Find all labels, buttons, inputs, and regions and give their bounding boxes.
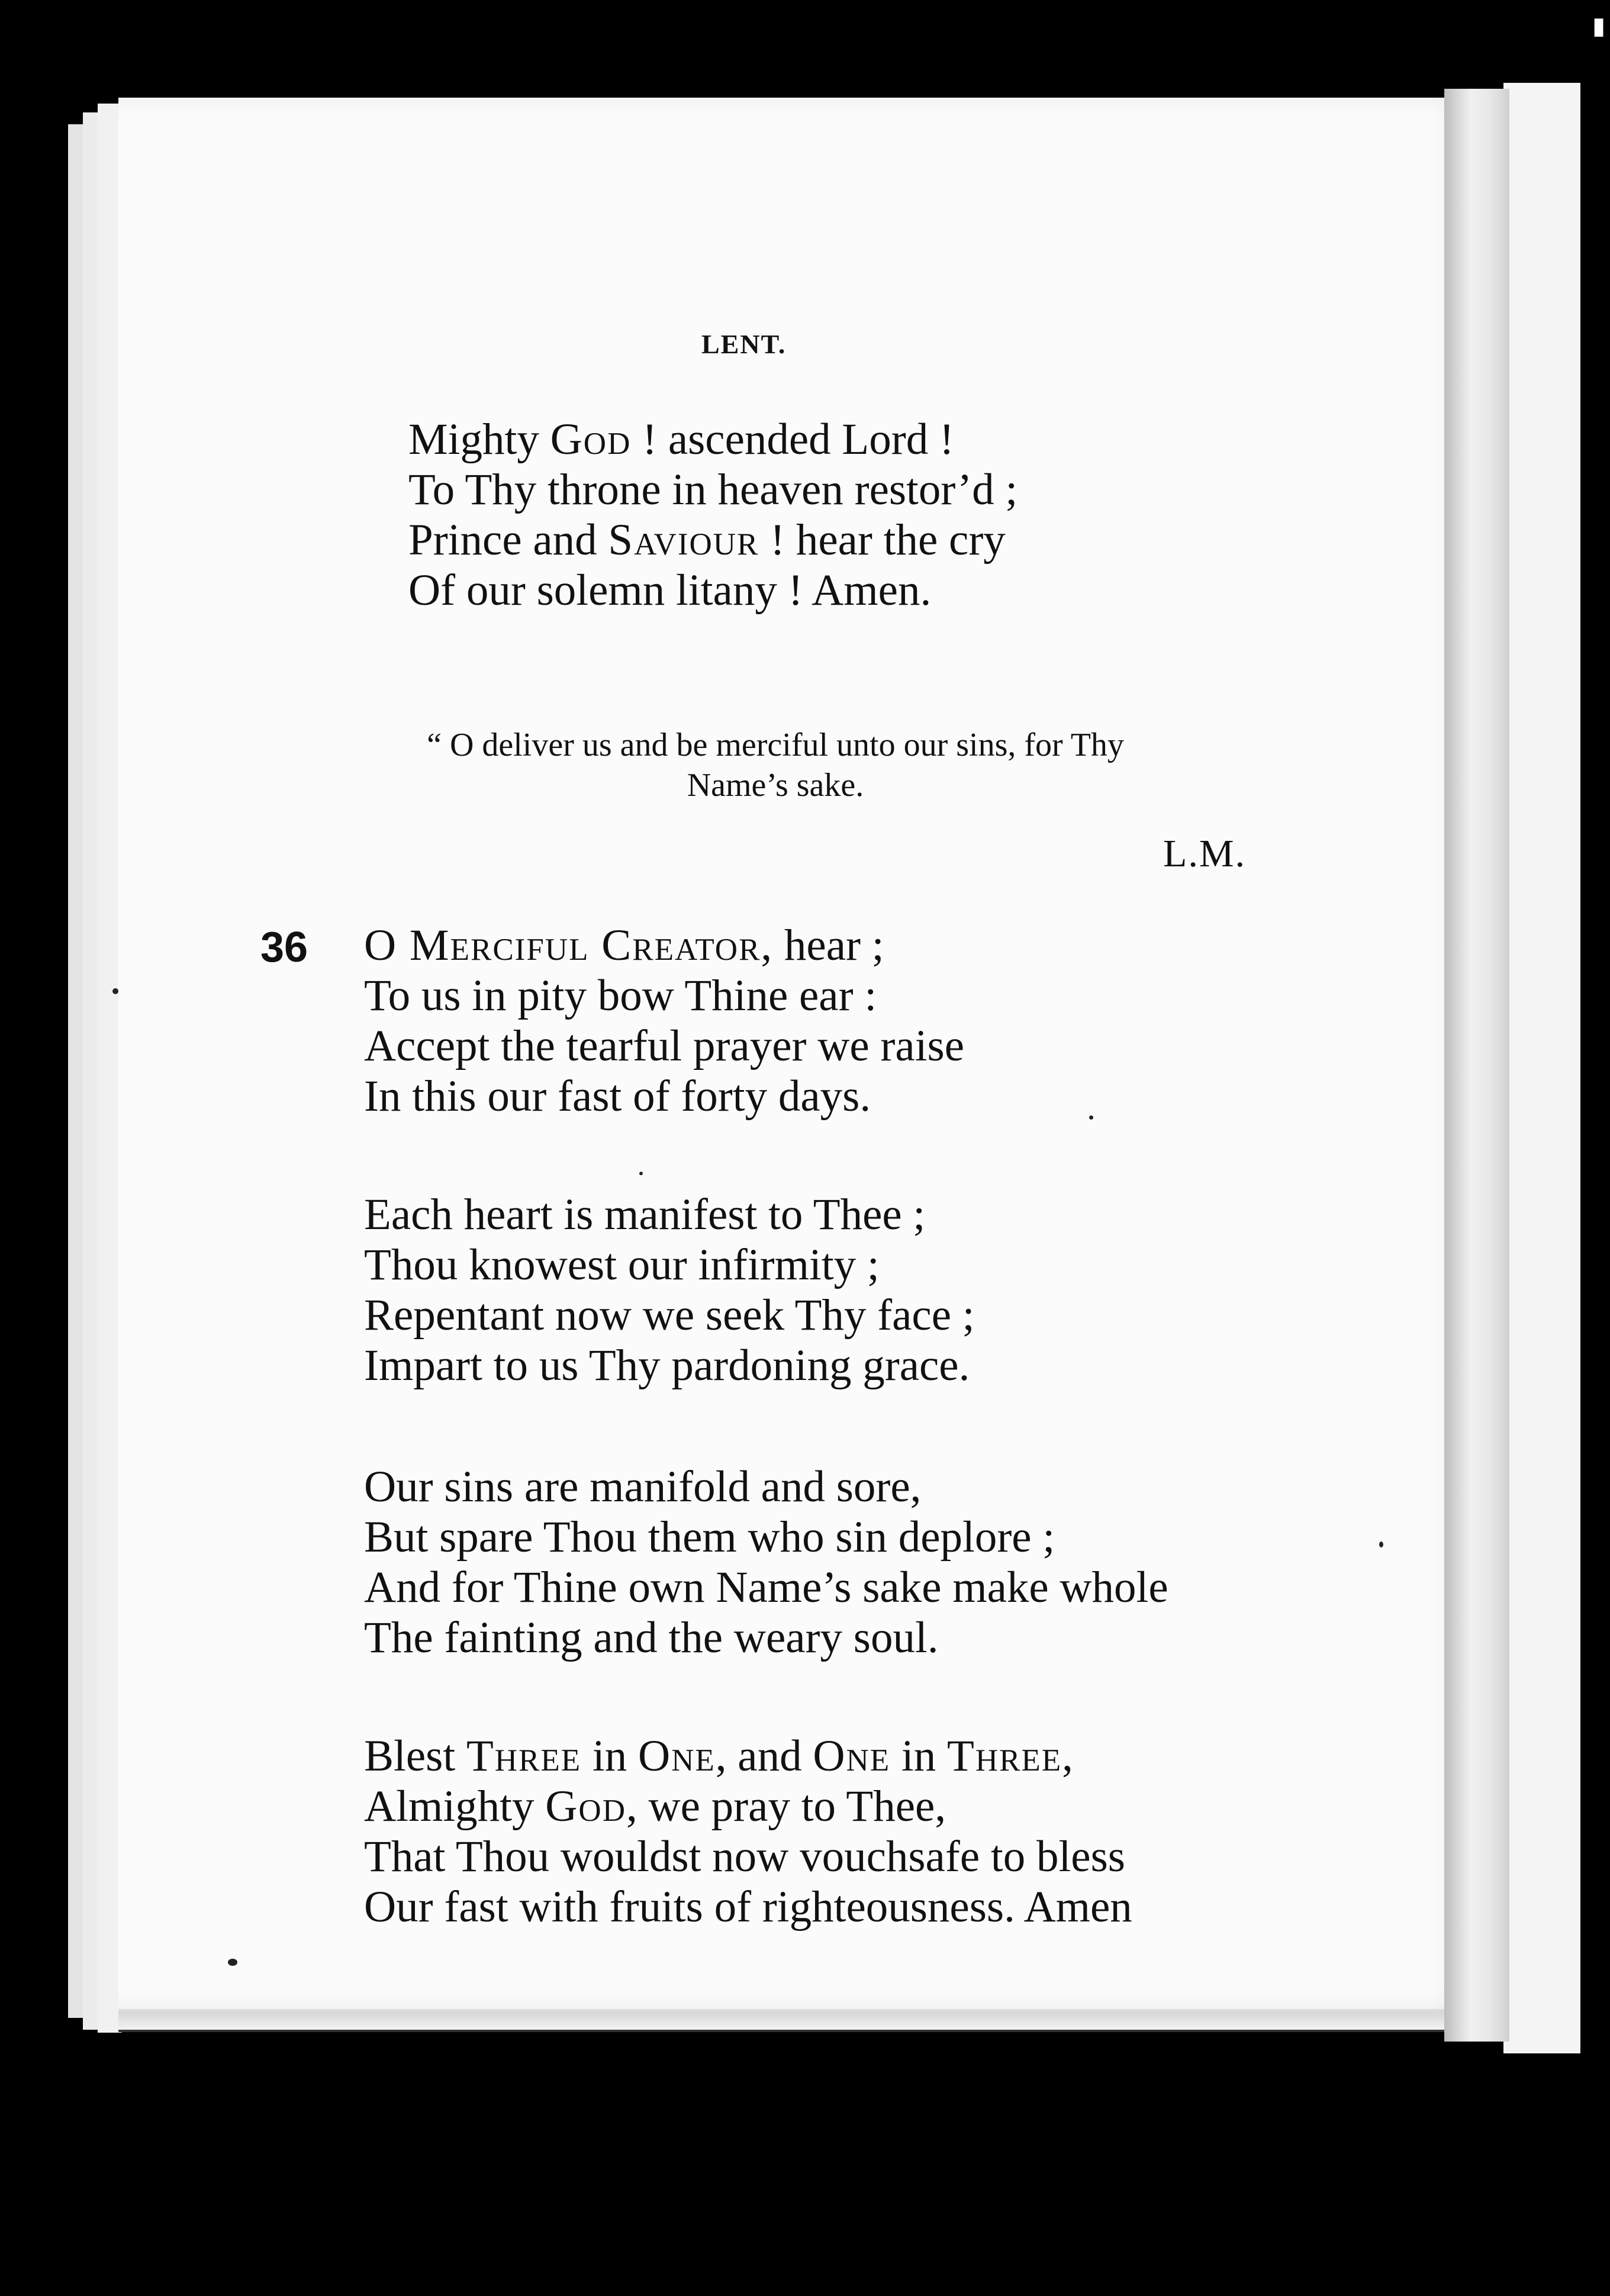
scripture-epigraph [314,725,1237,805]
scan-speck [639,1172,643,1175]
scan-speck [228,1959,237,1966]
stanza-line: The fainting and the weary soul. [364,1613,939,1662]
stanza-line: To Thy throne in heaven restor’d ; [408,465,1018,514]
stanza-line: Our sins are manifold and sore, [364,1462,922,1511]
stanza-line: Accept the tearful prayer we raise [364,1021,965,1070]
epigraph-line: “ O deliver us and be merciful unto our sins, for Thy [427,727,1124,763]
scan-speck [1379,1542,1383,1547]
stanza-line: O Merciful Creator, hear ; [364,921,884,970]
running-head: LENT. [701,329,787,359]
stanza-line: Mighty God ! ascended Lord ! [408,415,954,464]
stanza-line: To us in pity bow Thine ear : [364,971,877,1020]
stanza-line: Almighty God, we pray to Thee, [364,1782,946,1831]
corner-mark: ▮ [1592,12,1606,39]
stanza-line: Impart to us Thy pardoning grace. [364,1341,970,1390]
scan-speck [112,988,118,994]
stanza-line: Each heart is manifest to Thee ; [364,1190,926,1239]
stanza-line: Our fast with fruits of righteousness. Amen [364,1882,1132,1931]
hymn-stanza-3 [364,1462,1168,1663]
stanza-line: That Thou wouldst now vouchsafe to bless [364,1832,1125,1881]
stanza-line: Thou knowest our infirmity ; [364,1240,880,1289]
hymn-stanza-1 [364,920,964,1121]
book-gutter [1444,89,1509,2042]
stanza-line: And for Thine own Name’s sake make whole [364,1563,1168,1612]
hymn-stanza-4 [364,1731,1132,1932]
stanza-line: But spare Thou them who sin deplore ; [364,1513,1055,1562]
stanza-line: Blest Three in One, and One in Three, [364,1731,1073,1781]
hymn-stanza-2 [364,1189,975,1391]
epigraph-line: Name’s sake. [687,767,864,804]
facing-page-edge [1503,83,1580,2053]
doxology-stanza [408,414,1017,615]
scan-speck [1089,1115,1093,1120]
hymn-number: 36 [260,924,308,971]
meter-label: L.M. [1163,832,1246,875]
stanza-line: Prince and Saviour ! hear the cry [408,515,1006,565]
stanza-line: Of our solemn litany ! Amen. [408,566,932,615]
stanza-line: Repentant now we seek Thy face ; [364,1291,975,1340]
stanza-line: In this our fast of forty days. [364,1072,871,1121]
